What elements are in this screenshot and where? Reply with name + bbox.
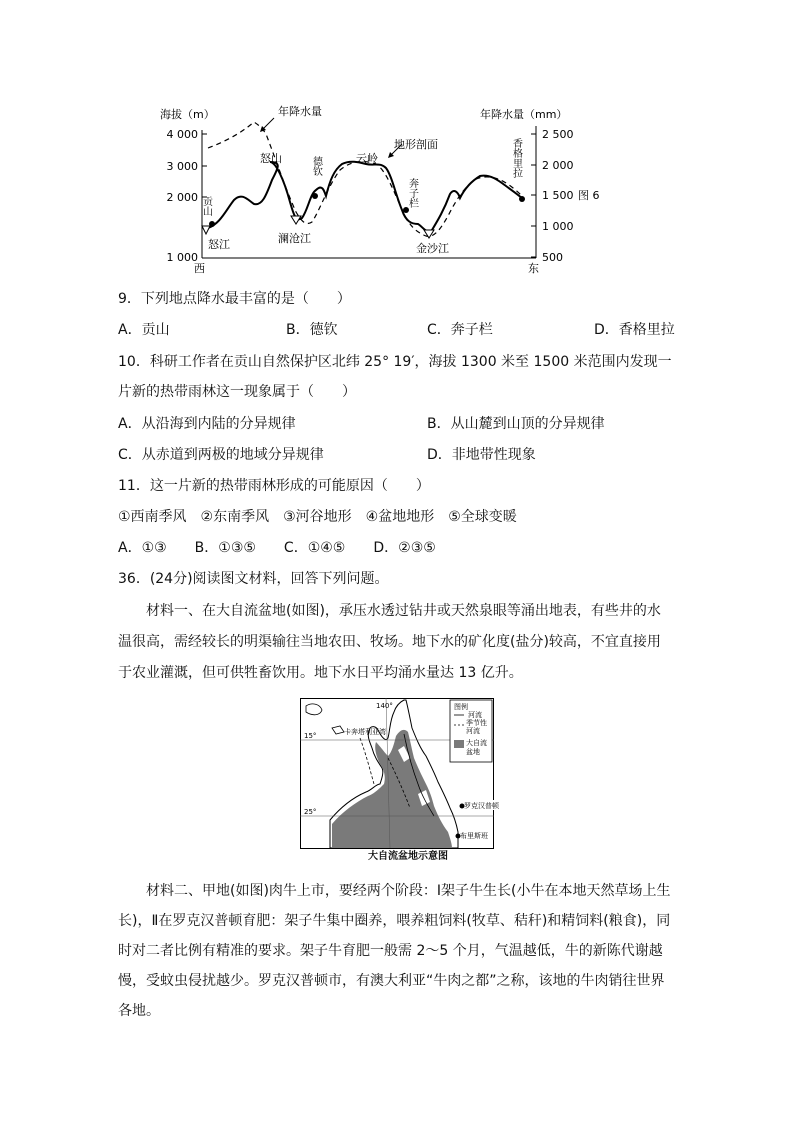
- axis-east-label: 东: [528, 262, 539, 275]
- label-deqin: 德钦: [310, 156, 322, 176]
- brisbane-label: 布里斯班: [460, 832, 488, 840]
- label-shangrila: 香格里拉: [510, 138, 522, 178]
- label-nushan: 怒山: [260, 152, 282, 165]
- axis-west-label: 西: [194, 262, 205, 275]
- legend-basin-1: 大自流: [466, 739, 487, 747]
- legend-title: 图例: [454, 703, 468, 711]
- terrain-profile-line: [208, 162, 524, 231]
- label-jinshajiang: 金沙江: [416, 242, 449, 255]
- left-tick: 3 000: [166, 160, 198, 173]
- q9-option-b: B．德钦: [286, 322, 338, 338]
- q9-option-d: D．香格里拉: [594, 322, 675, 338]
- point-deqin: [312, 193, 318, 199]
- right-tick: 2 500: [542, 128, 574, 141]
- point-gongshan: [209, 221, 215, 227]
- q10-option-a: A．从沿海到内陆的分异规律: [118, 416, 296, 432]
- gulf-label: 卡奔塔利亚湾: [344, 728, 386, 736]
- right-tick: 1 000: [542, 220, 574, 233]
- q11-options: ①西南季风 ②东南季风 ③河谷地形 ④盆地地形 ⑤全球变暖: [118, 509, 517, 525]
- lon-140-label: 140°: [376, 702, 393, 710]
- q11-answers: A．①③ B．①③⑤ C．①④⑤ D．②③⑤: [118, 540, 436, 556]
- river-marker-jinsha: [424, 230, 434, 238]
- q10-option-b: B．从山麓到山顶的分异规律: [427, 416, 605, 432]
- label-yunling: 云岭: [356, 152, 378, 165]
- rockhampton-label: 罗克汉普顿: [464, 802, 499, 810]
- q11-stem: 11．这一片新的热带雨林形成的可能原因（ ）: [118, 478, 430, 494]
- right-axis-title: 年降水量（mm）: [480, 108, 568, 121]
- q9-option-c: C．奔子栏: [427, 322, 493, 338]
- label-gongshan: 贡山: [200, 196, 212, 216]
- q10-option-d: D．非地带性现象: [427, 447, 536, 463]
- map-caption: 大自流盆地示意图: [368, 851, 448, 862]
- label-lancangjiang: 澜沧江: [278, 232, 311, 245]
- left-tick: 1 000: [166, 251, 198, 264]
- left-tick: 4 000: [166, 128, 198, 141]
- label-benzilan: 奔子栏: [406, 178, 418, 208]
- q9-option-a: A．贡山: [118, 322, 170, 338]
- great-artesian-basin-map: [300, 698, 499, 850]
- legend-river: 河流: [468, 711, 482, 719]
- q36-material-1: 材料一、在大自流盆地(如图)，承压水透过钻井或天然泉眼等涌出地表，有些井的水温很高，需经较长的明渠输往当地农田、牧场。地下水的矿化度(盐分)较高，不宜直接用于农业灌溉，但可供牲畜饮用。地下水日平均涌水量达 13 亿升。: [118, 603, 661, 681]
- q10-stem: 10．科研工作者在贡山自然保护区北纬 25° 19′，海拔 1300 米至 1500 米范围内发现一片新的热带雨林这一现象属于（ ）: [118, 354, 672, 400]
- label-precip: 年降水量: [278, 105, 322, 118]
- lat-25-label: 25°: [304, 808, 317, 816]
- label-nujiang: 怒江: [208, 238, 230, 251]
- label-terrain: 地形剖面: [394, 138, 438, 151]
- right-tick: 1 500: [542, 189, 574, 202]
- right-tick: 500: [542, 251, 563, 264]
- point-shangrila: [519, 196, 525, 202]
- q36-stem: 36．(24分)阅读图文材料，回答下列问题。: [118, 571, 389, 587]
- lat-15-label: 15°: [304, 732, 317, 740]
- legend-basin-2: 盆地: [466, 748, 480, 756]
- figure-6-label: 图 6: [578, 189, 600, 202]
- q36-material-2: 材料二、甲地(如图)肉牛上市，要经两个阶段：Ⅰ架子牛生长(小牛在本地天然草场上生长)，Ⅱ在罗克汉普顿育肥：架子牛集中圈养，喂养粗饲料(牧草、秸秆)和精饲料(粮食)，同时对二者比例有精准的要求。架子牛育肥一般需 2～5 个月，气温越低，牛的新陈代谢越慢，受蚊虫侵扰越少。罗克汉普顿市，有澳大利亚“牛肉之都”之称，该地的牛肉销往世界各地。: [118, 883, 671, 1019]
- left-axis-title: 海拔（m）: [160, 108, 215, 121]
- q9-stem: 9．下列地点降水最丰富的是（ ）: [118, 291, 351, 307]
- right-tick: 2 000: [542, 159, 574, 172]
- legend-seasonal-2: 河流: [466, 727, 480, 735]
- left-tick: 2 000: [166, 191, 198, 204]
- figure-6-profile: [150, 100, 620, 280]
- river-marker-nujiang: [202, 226, 210, 234]
- legend-seasonal-1: 季节性: [466, 719, 487, 727]
- q10-option-c: C．从赤道到两极的地域分异规律: [118, 447, 324, 463]
